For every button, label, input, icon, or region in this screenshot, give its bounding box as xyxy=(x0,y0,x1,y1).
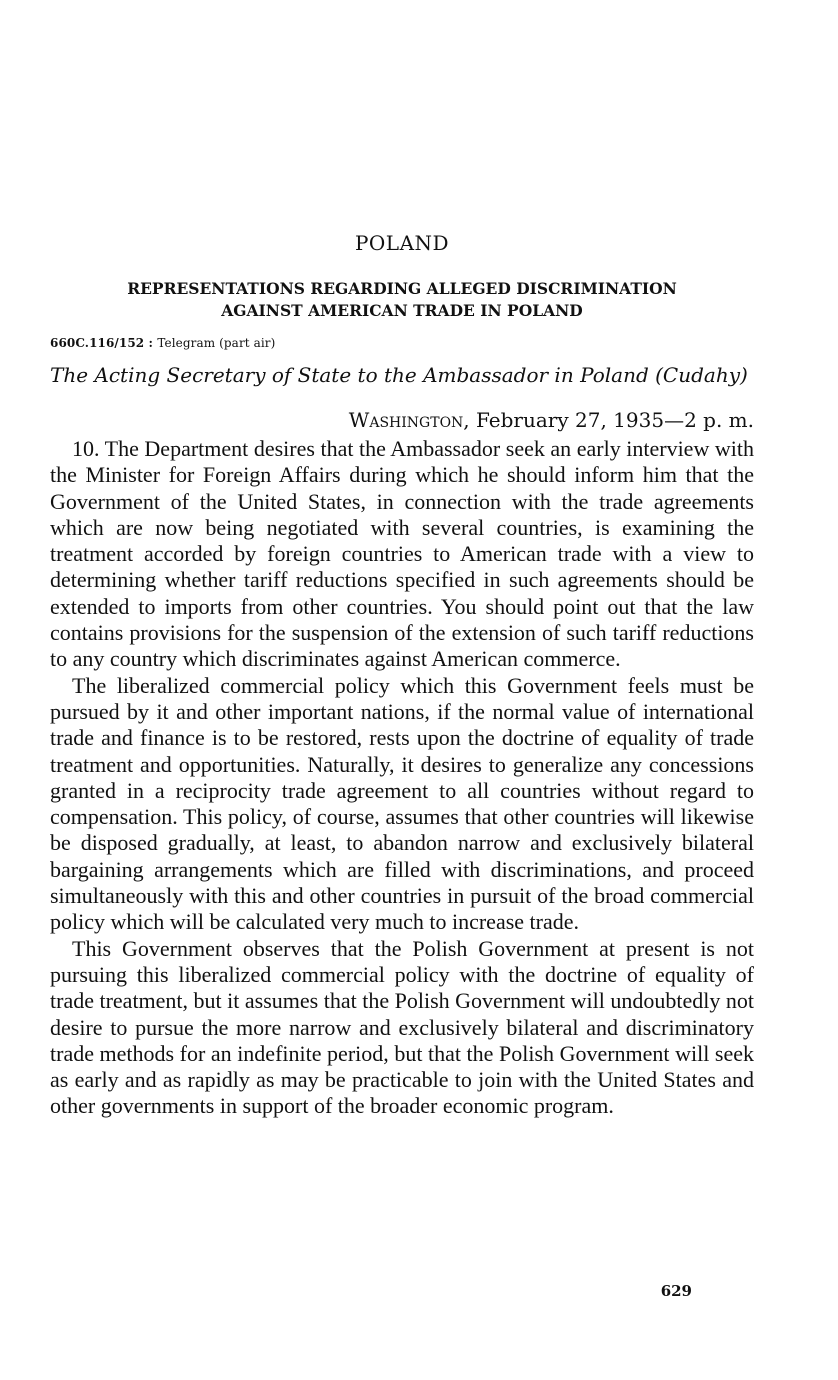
file-reference xyxy=(50,336,275,350)
file-number: 660C.116/152 : xyxy=(50,336,154,350)
telegram-body xyxy=(50,436,754,1120)
document-type: Telegram (part air) xyxy=(157,336,276,350)
paragraph-2: The liberalized commercial policy which this Government feels must be pursued by it and other important nations, if the normal value of international trade and finance is to be restored, rests upon the doctrine of equality of trade treatment and opportunities. Naturally, it desires to generalize any concessions granted in a reciprocity trade agreement to all countries without regard to compensation. This policy, of course, assumes that other countries will likewise be disposed gradually, at least, to abandon narrow and exclusively bilateral bargaining arrangements which are filled with discriminations, and proceed simultaneously with this and other countries in pursuit of the broad commercial policy which will be calculated very much to increase trade. xyxy=(50,672,754,935)
country-heading: POLAND xyxy=(354,231,450,255)
dateline xyxy=(349,406,754,434)
dateline-date: , February 27, 1935—2 p. m. xyxy=(463,408,754,432)
document-title: The Acting Secretary of State to the Ambassador in Poland (Cudahy) xyxy=(50,363,748,387)
document-page xyxy=(50,0,754,1380)
paragraph-1: 10. The Department desires that the Ambassador seek an early interview with the Minister for Foreign Affairs during which he should inform him that the Government of the United States, in connection with the trade agreements which are now being negotiated with several countries, is examining the treatment accorded by foreign countries to American trade with a view to determining whether tariff reductions specified in such agreements should be extended to imports from other countries. You should point out that the law contains provisions for the suspension of the extension of such tariff reductions to any country which discriminates against American commerce. xyxy=(50,436,754,672)
page-number: 629 xyxy=(660,1282,692,1300)
subject-line-2: AGAINST AMERICAN TRADE IN POLAND xyxy=(221,301,583,320)
subject-heading xyxy=(50,278,754,322)
subject-line-1: REPRESENTATIONS REGARDING ALLEGED DISCRIMINATION xyxy=(127,279,677,298)
dateline-place: Washington xyxy=(348,408,464,432)
paragraph-3: This Government observes that the Polish Government at present is not pursuing this liberalized commercial policy with the doctrine of equality of trade treatment, but it assumes that the Polish Government will undoubtedly not desire to pursue the more narrow and exclusively bilateral and discriminatory trade methods for an indefinite period, but that the Polish Government will seek as early and as rapidly as may be practicable to join with the United States and other governments in support of the broader economic program. xyxy=(50,935,754,1119)
